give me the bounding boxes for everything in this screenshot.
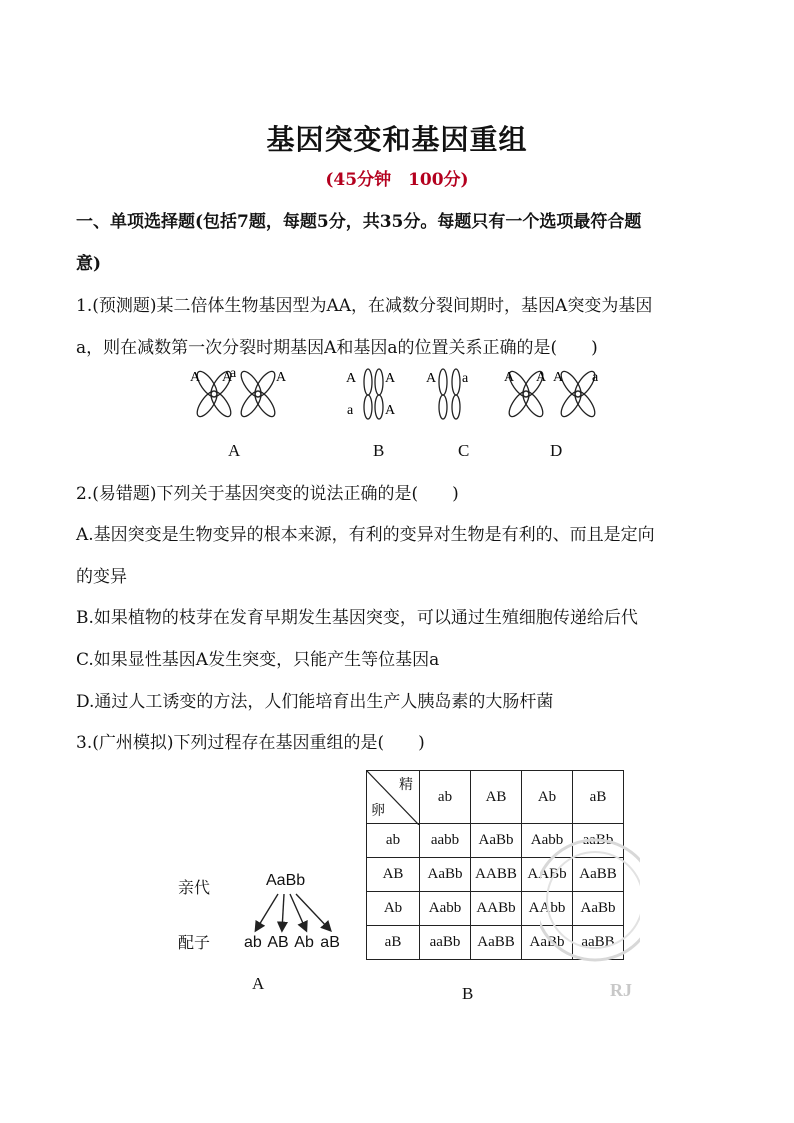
column-header: Ab <box>522 771 573 824</box>
egg-label: 卵 <box>371 803 385 819</box>
q2-option-a-line1: A.基因突变是生物变异的根本来源，有利的变异对生物是有利的、而且是定向 <box>76 525 655 545</box>
gene-label: a <box>230 366 237 381</box>
gene-label: A <box>276 370 287 385</box>
row-header: AB <box>367 858 420 892</box>
gene-label: A <box>536 370 547 385</box>
section-heading-line2: 意) <box>76 254 102 274</box>
sperm-label: 精 <box>399 777 413 793</box>
table-cell: AABb <box>471 892 522 926</box>
q1-option-b-diagram <box>346 369 396 419</box>
section-heading-line1: 一、单项选择题(包括7题，每题5分，共35分。每题只有一个选项最符合题 <box>76 212 642 232</box>
page-title: 基因突变和基因重组 <box>266 123 528 156</box>
gene-label: A <box>426 371 437 386</box>
gamete-genotype: ab <box>244 934 262 951</box>
q2-option-c: C.如果显性基因A发生突变，只能产生等位基因a <box>76 650 440 670</box>
table-cell: AaBB <box>471 926 522 960</box>
q3-stem: 3.(广州模拟)下列过程存在基因重组的是( ) <box>76 733 425 753</box>
parent-label: 亲代 <box>178 878 211 897</box>
row-header: aB <box>367 926 420 960</box>
q1-stem-line2: a，则在减数第一次分裂时期基因A和基因a的位置关系正确的是( ) <box>76 338 598 358</box>
table-cell: AaBb <box>471 824 522 858</box>
table-cell: AABb <box>522 858 573 892</box>
q1-option-a-diagram <box>190 366 287 420</box>
page-subtitle: (45分钟 100分) <box>325 170 469 190</box>
gene-label: A <box>190 370 201 385</box>
q1-chromosome-figure <box>186 362 606 464</box>
q1-option-d-diagram <box>504 368 599 419</box>
gamete-arrows <box>240 890 350 936</box>
column-header: AB <box>471 771 522 824</box>
q1-caption-d: D <box>550 441 563 460</box>
q2-option-a-line2: 的变异 <box>76 567 127 587</box>
table-cell: aaBb <box>573 824 624 858</box>
table-cell: Aabb <box>420 892 471 926</box>
table-cell: aabb <box>420 824 471 858</box>
watermark-text: RJ <box>610 980 632 1000</box>
table-cell: AaBb <box>522 926 573 960</box>
q2-stem: 2.(易错题)下列关于基因突变的说法正确的是( ) <box>76 484 459 504</box>
gene-label: a <box>347 403 354 418</box>
table-cell: aaBB <box>573 926 624 960</box>
gene-label: A <box>346 371 357 386</box>
gene-label: A <box>504 370 515 385</box>
gene-label: A <box>222 370 233 385</box>
corner-cell <box>367 771 420 824</box>
q1-option-c-diagram <box>426 369 469 419</box>
gamete-genotype: aB <box>320 934 340 951</box>
table-cell: AABB <box>471 858 522 892</box>
column-header: ab <box>420 771 471 824</box>
column-header: aB <box>573 771 624 824</box>
table-cell: AAbb <box>522 892 573 926</box>
gamete-genotype: AB <box>267 934 289 951</box>
gene-label: A <box>385 403 396 418</box>
table-cell: AaBB <box>573 858 624 892</box>
row-header: ab <box>367 824 420 858</box>
q3-caption-a: A <box>252 974 265 993</box>
q1-stem-line1: 1.(预测题)某二倍体生物基因型为AA，在减数分裂间期时，基因A突变为基因 <box>76 296 653 316</box>
parent-genotype: AaBb <box>266 872 306 889</box>
gamete-label: 配子 <box>178 933 211 952</box>
table-cell: AaBb <box>573 892 624 926</box>
table-cell: Aabb <box>522 824 573 858</box>
table-cell: aaBb <box>420 926 471 960</box>
gamete-genotype: Ab <box>294 934 314 951</box>
q2-option-b: B.如果植物的枝芽在发育早期发生基因突变，可以通过生殖细胞传递给后代 <box>76 608 638 628</box>
watermark-seal <box>540 800 640 1000</box>
q1-caption-c: C <box>458 441 470 460</box>
gene-label: A <box>385 371 396 386</box>
q3-caption-b: B <box>462 984 474 1003</box>
table-cell: AaBb <box>420 858 471 892</box>
q2-option-d: D.通过人工诱变的方法，人们能培育出生产人胰岛素的大肠杆菌 <box>76 692 554 712</box>
gene-label: a <box>462 371 469 386</box>
gene-label: A <box>553 370 564 385</box>
q1-caption-a: A <box>228 441 241 460</box>
row-header: Ab <box>367 892 420 926</box>
q1-caption-b: B <box>373 441 385 460</box>
gene-label: a <box>592 370 599 385</box>
